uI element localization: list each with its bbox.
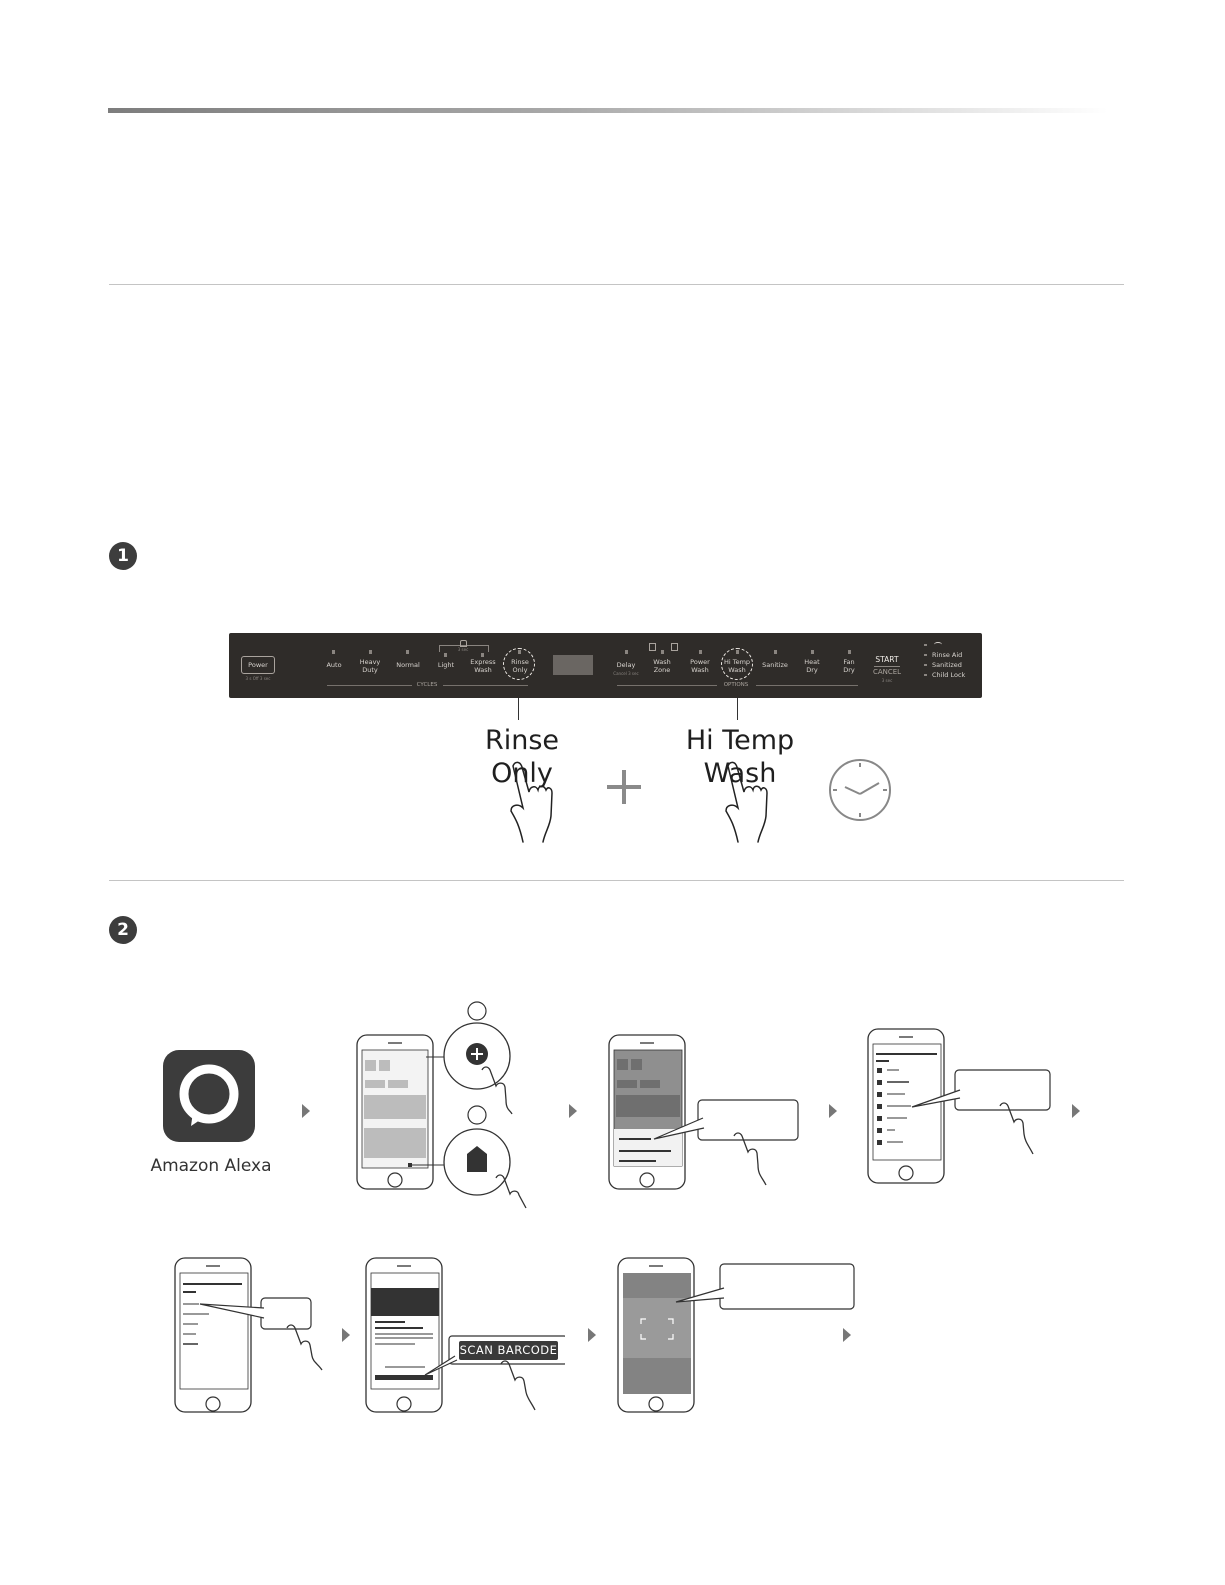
power-button[interactable] bbox=[241, 656, 275, 674]
pointing-hand-icon bbox=[720, 758, 770, 844]
indicator-dot bbox=[661, 650, 664, 654]
option-fan-dry[interactable]: Fan Dry bbox=[843, 658, 855, 674]
indicator-dot bbox=[444, 653, 447, 657]
wifi-indicator-dot bbox=[924, 644, 927, 646]
next-arrow-icon bbox=[342, 1328, 350, 1342]
next-arrow-icon bbox=[569, 1104, 577, 1118]
alexa-ring-icon bbox=[163, 1050, 255, 1142]
next-arrow-icon bbox=[829, 1104, 837, 1118]
cycle-normal[interactable]: Normal bbox=[396, 661, 420, 669]
lower-rack-icon bbox=[671, 643, 678, 651]
phone-screen-devices bbox=[356, 1000, 546, 1210]
option-sanitize[interactable]: Sanitize bbox=[762, 661, 788, 669]
cycles-group-label: CYCLES bbox=[416, 682, 438, 688]
phone-screen-add-device bbox=[608, 1033, 808, 1193]
hi-temp-callout-line bbox=[737, 698, 738, 720]
option-heat-dry[interactable]: Heat Dry bbox=[804, 658, 820, 674]
cycle-auto[interactable]: Auto bbox=[326, 661, 342, 669]
cycles-line-left bbox=[327, 685, 412, 686]
delay-subtext: Cancel 3 sec bbox=[613, 671, 639, 676]
indicator-dot bbox=[481, 653, 484, 657]
digital-display bbox=[553, 655, 593, 675]
cycles-line-right bbox=[443, 685, 528, 686]
hi-temp-wash-highlight-circle bbox=[721, 648, 753, 680]
cycle-heavy-duty[interactable]: Heavy Duty bbox=[359, 658, 381, 674]
start-cancel-divider bbox=[874, 666, 900, 667]
cancel-button[interactable]: CANCEL bbox=[872, 668, 902, 676]
step-number-2: 2 bbox=[109, 916, 137, 944]
indicator-dot bbox=[625, 650, 628, 654]
hi-temp-wash-label: Hi Temp Wash bbox=[685, 725, 795, 789]
indicator-dot bbox=[848, 650, 851, 654]
indicator-dot bbox=[332, 650, 335, 654]
rinse-only-callout-line bbox=[518, 698, 519, 720]
rinse-aid-indicator: Rinse Aid bbox=[932, 651, 963, 659]
option-wash-zone[interactable]: Wash Zone bbox=[653, 658, 671, 674]
lock-subtext: 3 sec bbox=[457, 647, 469, 652]
cycle-rinse-only[interactable]: Rinse Only bbox=[511, 658, 529, 674]
option-hi-temp-wash[interactable]: Hi Temp Wash bbox=[723, 658, 751, 674]
cycle-light[interactable]: Light bbox=[437, 661, 455, 669]
step-number-1: 1 bbox=[109, 542, 137, 570]
phone-screen-brand-list bbox=[172, 1256, 332, 1416]
option-delay[interactable]: Delay bbox=[616, 661, 636, 669]
clock-icon bbox=[827, 757, 893, 823]
options-line-left bbox=[617, 685, 717, 686]
indicator-dot bbox=[774, 650, 777, 654]
alexa-app-name: Amazon Alexa bbox=[150, 1156, 272, 1176]
phone-screen-device-list bbox=[867, 1028, 1057, 1188]
wifi-icon bbox=[934, 642, 942, 647]
rinse-only-highlight-circle bbox=[503, 648, 535, 680]
option-power-wash[interactable]: Power Wash bbox=[690, 658, 710, 674]
plus-icon-vertical bbox=[622, 770, 626, 804]
options-line-right bbox=[756, 685, 858, 686]
dishwasher-control-panel bbox=[229, 633, 982, 698]
start-button[interactable]: START bbox=[875, 655, 899, 664]
options-group-label: OPTIONS bbox=[723, 682, 749, 688]
section-divider-middle bbox=[109, 880, 1124, 881]
next-arrow-icon bbox=[302, 1104, 310, 1118]
sanitized-indicator: Sanitized bbox=[932, 661, 962, 669]
child-lock-indicator: Child Lock bbox=[932, 671, 966, 679]
phone-screen-scan-prompt bbox=[365, 1256, 565, 1416]
indicator-dot bbox=[924, 664, 927, 666]
cycle-express-wash[interactable]: Express Wash bbox=[470, 658, 496, 674]
indicator-dot bbox=[924, 674, 927, 676]
power-subtext: 3 s Off 3 sec bbox=[245, 676, 271, 681]
indicator-dot bbox=[924, 654, 927, 656]
next-arrow-icon bbox=[588, 1328, 596, 1342]
pointing-hand-icon bbox=[505, 758, 555, 844]
phone-screen-barcode-scanner bbox=[616, 1256, 858, 1416]
rinse-only-label: Rinse Only bbox=[484, 725, 560, 789]
indicator-dot bbox=[406, 650, 409, 654]
next-arrow-icon bbox=[1072, 1104, 1080, 1118]
scan-barcode-button[interactable]: SCAN BARCODE bbox=[459, 1341, 558, 1360]
alexa-app-icon[interactable] bbox=[163, 1050, 255, 1142]
upper-rack-icon bbox=[649, 643, 656, 651]
indicator-dot bbox=[369, 650, 372, 654]
indicator-dot bbox=[811, 650, 814, 654]
power-button-label: Power bbox=[248, 661, 268, 669]
indicator-dot bbox=[699, 650, 702, 654]
section-divider-top bbox=[109, 284, 1124, 285]
header-bar bbox=[108, 108, 1108, 113]
cancel-subtext: 3 sec bbox=[881, 678, 893, 683]
